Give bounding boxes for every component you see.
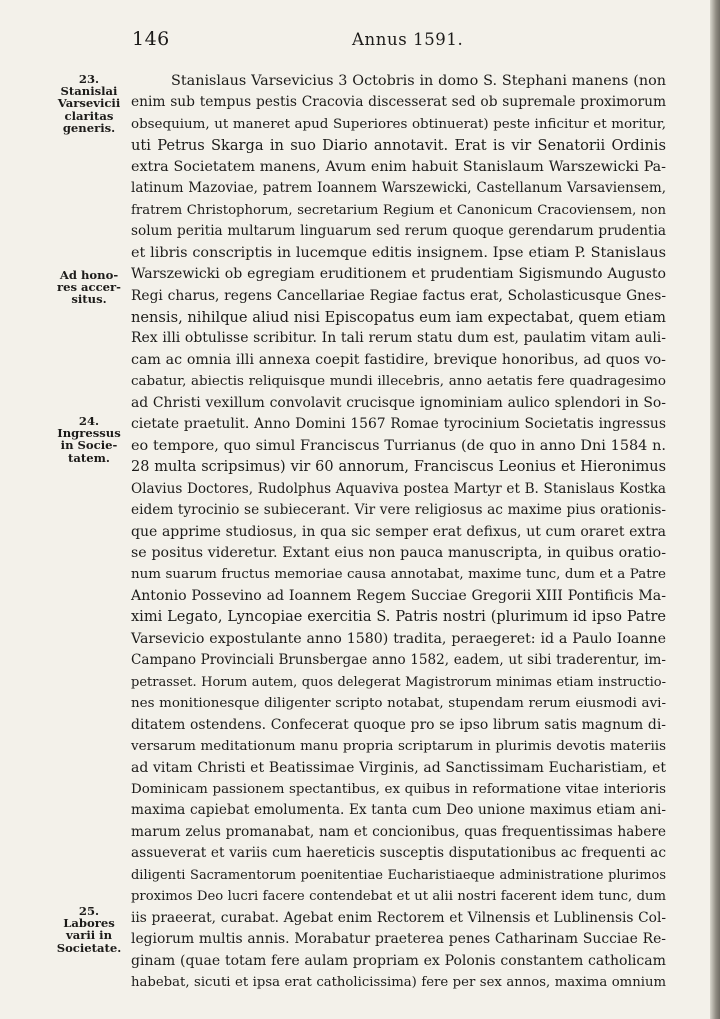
body-line: cietate praetulit. Anno Domini 1567 Romae tyrocinium Societatis ingressus (131, 416, 666, 433)
margin-note-line: situs. (71, 292, 107, 307)
margin-note-line: Ad hono- (59, 268, 119, 282)
margin-note-23 (54, 73, 124, 134)
body-line: ditatem ostendens. Confecerat quoque pro se ipso librum satis magnum di- (131, 716, 666, 733)
body-line: assueverat et variis cum haereticis susceptis disputationibus ac frequenti ac (131, 845, 666, 862)
body-line: solum peritia multarum linguarum sed rerum quoque gerendarum prudentia (131, 223, 666, 240)
margin-note-line: Varsevicii (57, 96, 121, 111)
body-line: enim sub tempus pestis Cracovia discesserat sed ob supremale proximorum (131, 94, 666, 111)
body-line: cam ac omnia illi annexa coepit fastidire, brevique honoribus, ad quos vo- (131, 351, 666, 368)
margin-note-line: tatem. (68, 450, 110, 465)
body-line: se positus videretur. Extant eius non pauca manuscripta, in quibus oratio- (131, 544, 666, 561)
body-line: iis praeerat, curabat. Agebat enim Rectorem et Vilnensis et Lublinensis Col- (131, 909, 666, 926)
margin-note-line: generis. (62, 120, 116, 135)
body-line: ad Christi vexillum convolavit crucisque ignominiam aulico splendori in So- (131, 394, 666, 411)
body-line: marum zelus promanabat, nam et concionibus, quas frequentissimas habere (131, 823, 666, 840)
body-line: Campano Provinciali Brunsbergae anno 1582, eadem, ut sibi traderentur, im- (131, 652, 666, 669)
body-line: que apprime studiosus, in qua sic semper erat defixus, ut cum oraret extra (131, 523, 666, 540)
body-line: latinum Mazoviae, patrem Ioannem Warszewicki, Castellanum Varsaviensem, (131, 180, 666, 197)
body-line: Olavius Doctores, Rudolphus Aquaviva postea Martyr et B. Stanislaus Kostka (131, 480, 666, 497)
body-line: proximos Deo lucri facere contendebat et ut alii nostri facerent idem tunc, dum (131, 889, 666, 905)
margin-note-ad-honores (54, 269, 124, 306)
body-line: fratrem Christophorum, secretarium Regium et Canonicum Cracoviensem, non (131, 202, 666, 218)
margin-note-line: Labores (63, 916, 115, 931)
body-line: Varsevicio expostulante anno 1580) tradita, peraegeret: id a Paulo Ioanne (131, 630, 666, 647)
body-line: ximi Legato, Lyncopiae exercitia S. Patris nostri (plurimum id ipso Patre (131, 609, 666, 626)
margin-note-number: 24. (78, 414, 100, 428)
body-line: cabatur, abiectis reliquisque mundi illecebris, anno aetatis fere quadragesimo (131, 374, 666, 390)
body-line: eidem tyrocinio se subiecerant. Vir vere religiosus ac maxime pius orationis- (131, 502, 666, 519)
body-line: maxima capiebat emolumenta. Ex tanta cum Deo unione maximus etiam ani- (131, 802, 666, 819)
body-text (131, 71, 666, 993)
body-line: nes monitionesque diligenter scripto notabat, stupendam rerum eiusmodi avi- (131, 696, 666, 712)
body-line: Regi charus, regens Cancellariae Regiae factus erat, Scholasticusque Gnes- (131, 287, 666, 304)
body-line: et libris conscriptis in lucemque editis insignem. Ipse etiam P. Stanislaus (131, 244, 666, 261)
body-line: ginam (quae totam fere aulam propriam ex Polonis constantem catholicam (131, 952, 666, 969)
margin-note-25 (54, 905, 124, 954)
body-line: diligenti Sacramentorum poenitentiae Eucharistiaeque administratione plurimos (131, 867, 666, 883)
body-line: 28 multa scripsimus) vir 60 annorum, Franciscus Leonius et Hieronimus (131, 459, 666, 476)
page-edge-shadow (710, 0, 720, 1019)
margin-note-number: 25. (78, 904, 100, 918)
body-line: legiorum multis annis. Morabatur praeterea penes Catharinam Succiae Re- (131, 931, 666, 948)
margin-note-line: claritas (64, 108, 114, 123)
margin-note-line: Ingressus (57, 426, 121, 441)
body-line: uti Petrus Skarga in suo Diario annotavit. Erat is vir Senatorii Ordinis (131, 137, 666, 155)
page-number: 146 (132, 28, 170, 50)
body-line: nensis, nihilque aliud nisi Episcopatus eum iam expectabat, quem etiam (131, 308, 666, 326)
margin-note-24 (54, 415, 124, 464)
margin-note-line: Stanislai (60, 84, 118, 99)
body-line: eo tempore, quo simul Franciscus Turrianus (de quo in anno Dni 1584 n. (131, 437, 666, 454)
body-line: Rex illi obtulisse scribitur. In tali rerum statu dum est, paulatim vitam auli- (131, 330, 666, 347)
margin-note-number: 23. (78, 72, 100, 86)
body-line: obsequium, ut maneret apud Superiores obtinuerat) peste inficitur et moritur, (131, 116, 666, 132)
body-line: extra Societatem manens, Avum enim habuit Stanislaum Warszewicki Pa- (131, 158, 666, 175)
body-line: Stanislaus Varsevicius 3 Octobris in domo S. Stephani manens (non (171, 73, 666, 89)
margin-note-line: varii in (65, 928, 113, 943)
body-line: num suarum fructus memoriae causa annotabat, maxime tunc, dum et a Patre (131, 567, 666, 583)
running-head: Annus 1591. (352, 30, 464, 49)
body-line: Warszewicki ob egregiam eruditionem et prudentiam Sigismundo Augusto (131, 266, 666, 283)
body-line: habebat, sicuti et ipsa erat catholicissima) fere per sex annos, maxima omnium (131, 975, 666, 991)
page-header (0, 28, 720, 58)
margin-note-line: in Socie- (60, 438, 118, 453)
body-line: petrasset. Horum autem, quos delegerat Magistrorum minimas etiam instructio- (131, 674, 666, 690)
body-line: versarum meditationum manu propria scriptarum in plurimis devotis materiis (131, 738, 666, 755)
body-line: Antonio Possevino ad Ioannem Regem Succiae Gregorii XIII Pontificis Ma- (131, 587, 666, 604)
body-line: ad vitam Christi et Beatissimae Virginis, ad Sanctissimam Eucharistiam, et (131, 759, 666, 776)
body-line: Dominicam passionem spectantibus, ex quibus in reformatione vitae interioris (131, 781, 666, 797)
margin-note-line: res accer- (57, 280, 121, 295)
margin-note-line: Societate. (56, 940, 122, 955)
